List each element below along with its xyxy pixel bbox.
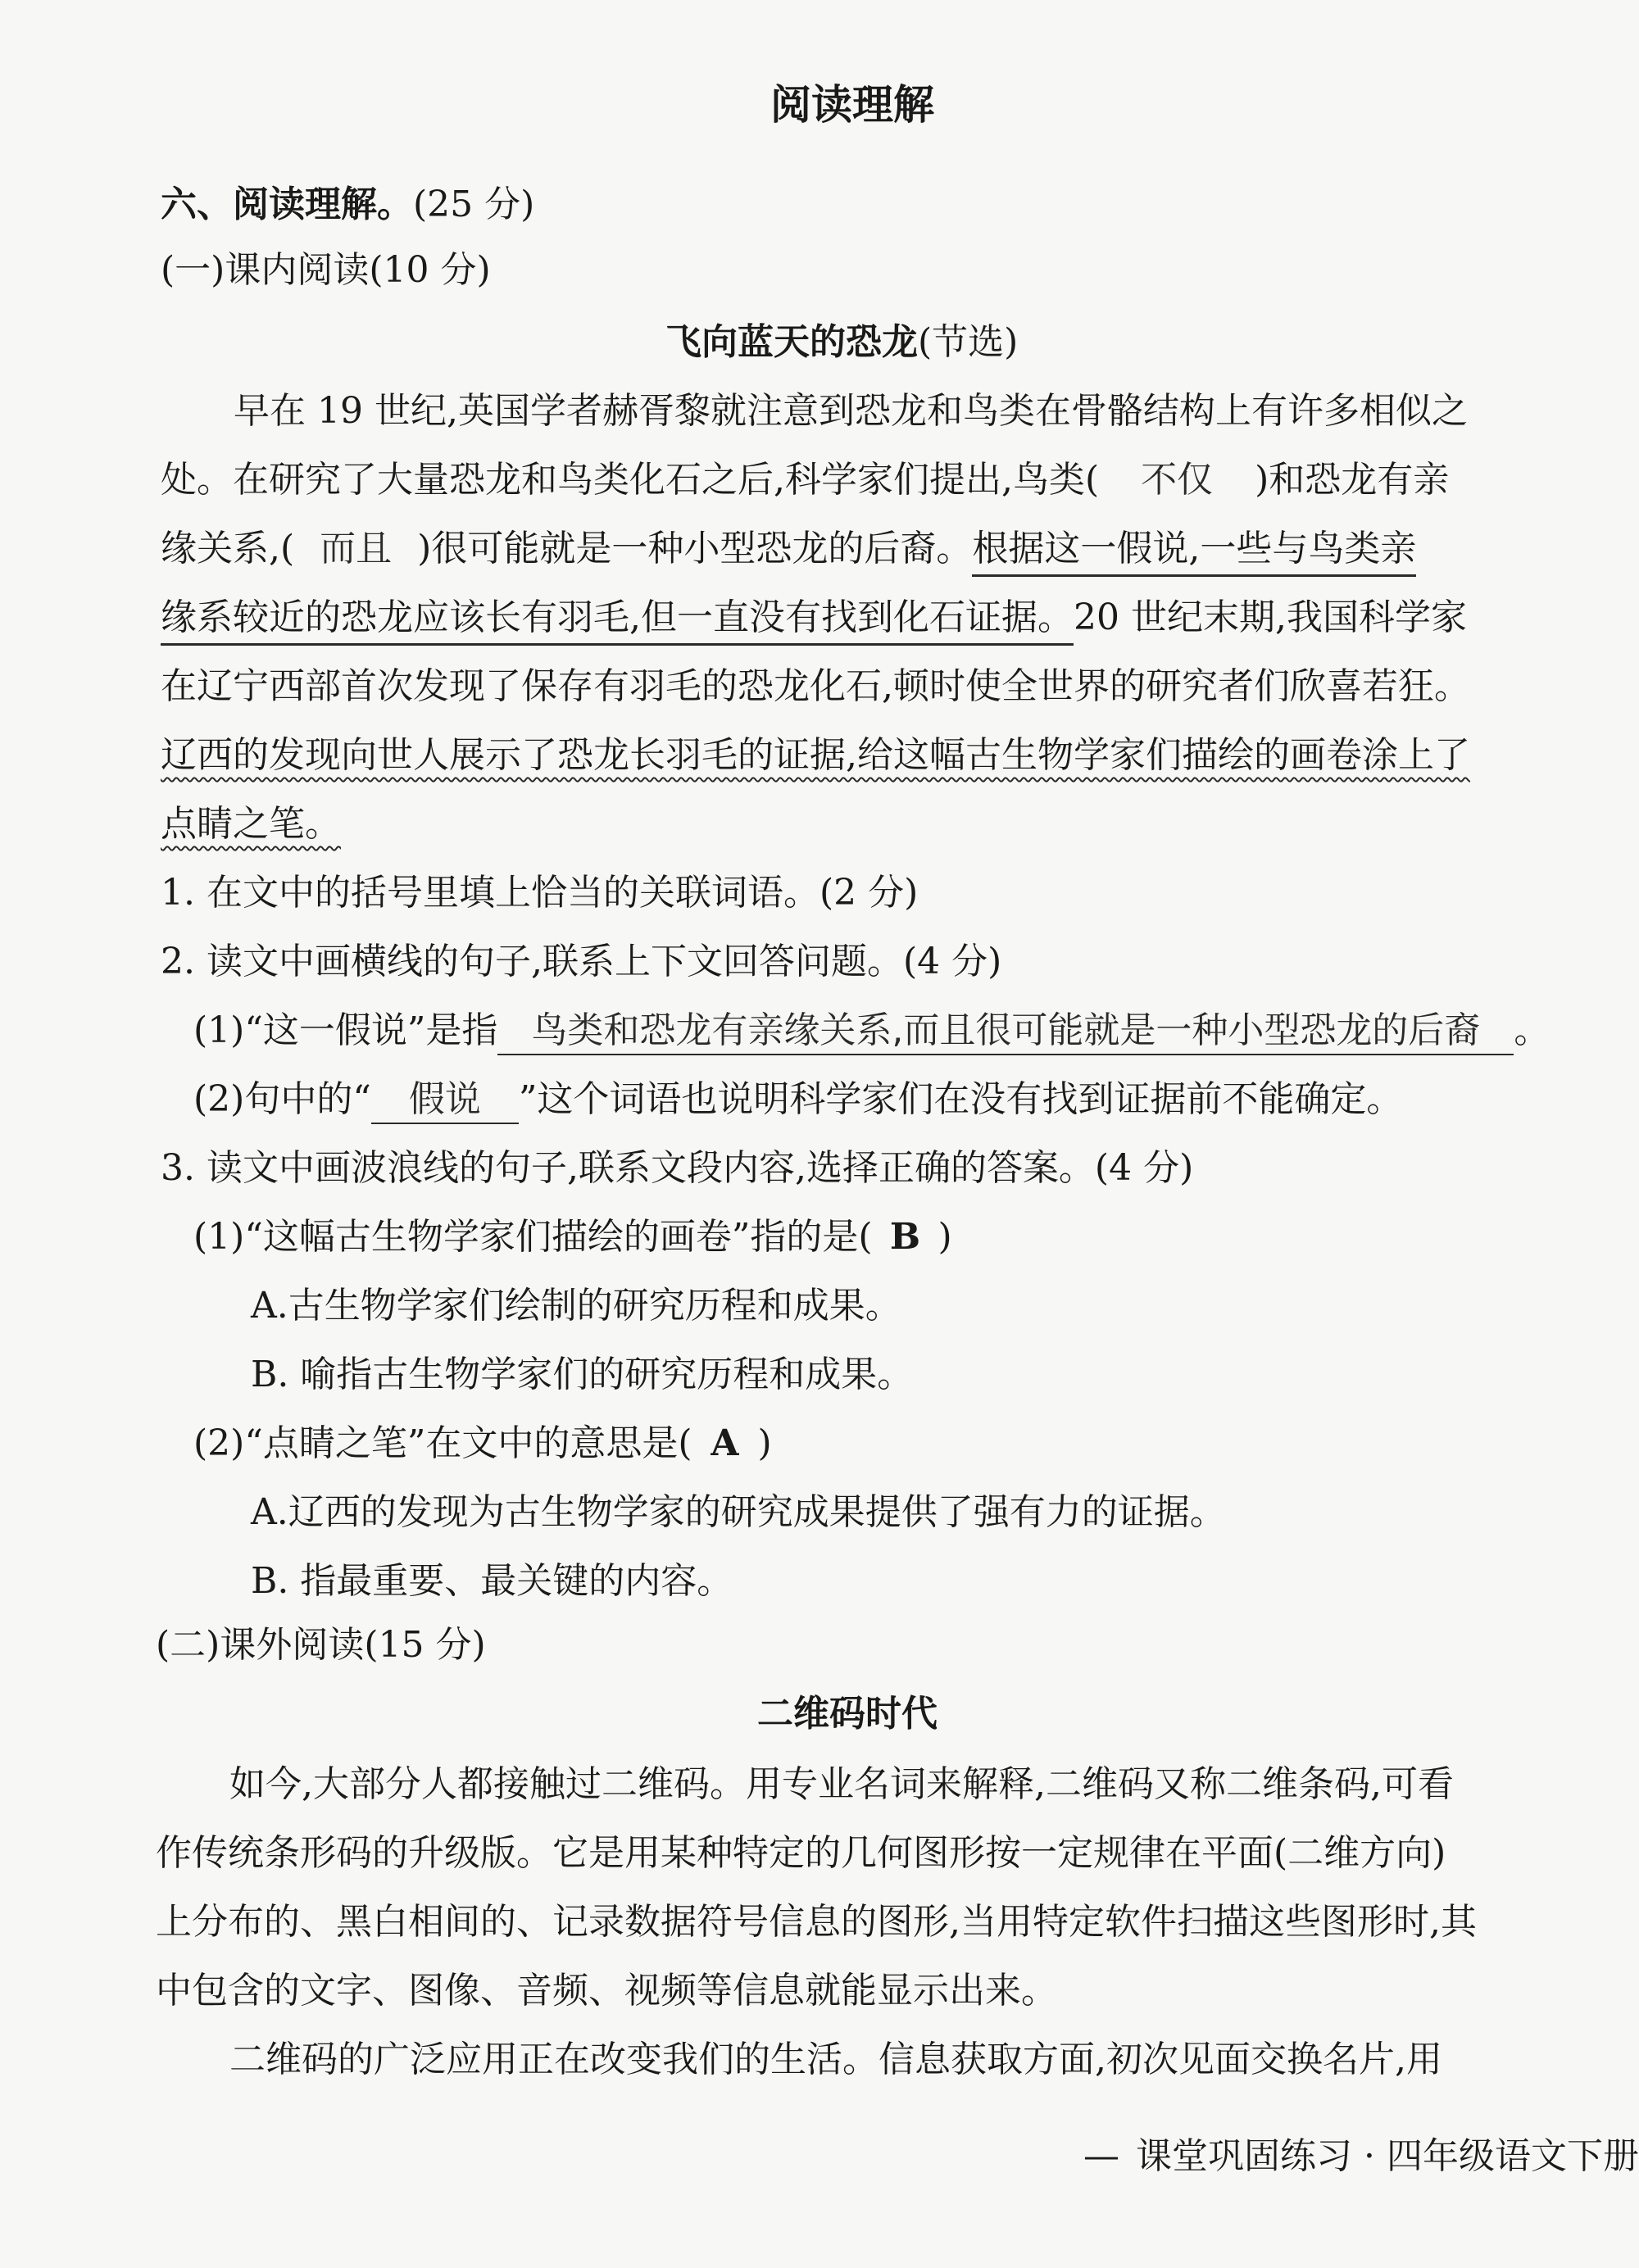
- passage1-line-2b: )和恐龙有亲: [1255, 459, 1450, 501]
- section-heading: [161, 182, 534, 228]
- answer-3-2: A: [711, 1422, 739, 1464]
- question-3-2-close: ): [757, 1422, 772, 1464]
- passage1-line-3b: )很可能就是一种小型恐龙的后裔。: [417, 528, 973, 569]
- passage1-line-2a: 处。在研究了大量恐龙和鸟类化石之后,科学家们提出,鸟类(: [161, 459, 1100, 501]
- passage1-line-4b: 20 世纪末期,我国科学家: [1073, 596, 1467, 638]
- passage1-line-5: 在辽宁西部首次发现了保存有羽毛的恐龙化石,顿时使全世界的研究者们欣喜若狂。: [161, 665, 1470, 707]
- passage2-line-5: 二维码的广泛应用正在改变我们的生活。信息获取方面,初次见面交换名片,用: [229, 2039, 1442, 2080]
- page-title: 阅读理解: [770, 81, 934, 129]
- passage1-line-3: [161, 526, 1416, 572]
- blank-answer-2: 而且: [320, 528, 393, 569]
- question-2-2-suffix: ”这个词语也说明科学家们在没有找到证据前不能确定。: [518, 1078, 1403, 1120]
- answer-3-1: B: [889, 1216, 921, 1258]
- passage1-line-2: [161, 457, 1449, 503]
- passage1-line-7: [161, 801, 341, 847]
- passage2-line-4: 中包含的文字、图像、音频、视频等信息就能显示出来。: [156, 1970, 1057, 2012]
- question-3-1-close: ): [938, 1216, 952, 1258]
- question-1: 1. 在文中的括号里填上恰当的关联词语。(2 分): [161, 872, 919, 914]
- part1-heading: (一)课内阅读(10 分): [161, 249, 491, 291]
- section-heading-label: 六、阅读理解。: [161, 184, 413, 225]
- part1-passage-title: [665, 320, 1018, 365]
- passage1-line-6: [161, 733, 1470, 778]
- answer-2-1: 鸟类和恐龙有亲缘关系,而且很可能就是一种小型恐龙的后裔: [497, 1008, 1514, 1055]
- footer-dash: —: [1083, 2135, 1120, 2177]
- blank-answer-1: 不仅: [1141, 459, 1214, 501]
- underlined-sentence-part1: 根据这一假说,一些与鸟类亲: [972, 528, 1416, 577]
- question-3-1: [193, 1214, 952, 1260]
- question-2: 2. 读文中画横线的句子,联系上下文回答问题。(4 分): [161, 941, 1002, 982]
- passage1-line-1: 早在 19 世纪,英国学者赫胥黎就注意到恐龙和鸟类在骨骼结构上有许多相似之: [234, 390, 1468, 432]
- passage1-line-4: [161, 595, 1467, 641]
- part2-passage-title: 二维码时代: [757, 1693, 938, 1735]
- question-3-1-text: (1)“这幅古生物学家们描绘的画卷”指的是(: [193, 1216, 873, 1258]
- passage1-line-3a: 缘关系,(: [161, 528, 295, 569]
- footer-text: 课堂巩固练习 · 四年级语文下册: [1136, 2135, 1639, 2177]
- wavy-sentence-part1: 辽西的发现向世人展示了恐龙长羽毛的证据,给这幅古生物学家们描绘的画卷涂上了: [161, 734, 1470, 776]
- question-3-2-text: (2)“点睛之笔”在文中的意思是(: [193, 1422, 692, 1464]
- passage2-line-3: 上分布的、黑白相间的、记录数据符号信息的图形,当用特定软件扫描这些图形时,其: [156, 1901, 1477, 1943]
- question-3: 3. 读文中画波浪线的句子,联系文段内容,选择正确的答案。(4 分): [161, 1147, 1194, 1189]
- question-2-1-suffix: 。: [1514, 1009, 1550, 1051]
- option-3-2-a: A.辽西的发现为古生物学家的研究成果提供了强有力的证据。: [251, 1491, 1226, 1533]
- question-3-2: [193, 1421, 772, 1467]
- part1-passage-title-text: 飞向蓝天的恐龙: [665, 321, 918, 363]
- wavy-sentence-part2: 点睛之笔。: [161, 803, 341, 845]
- underlined-sentence-part2: 缘系较近的恐龙应该长有羽毛,但一直没有找到化石证据。: [161, 596, 1074, 646]
- option-3-1-b: B. 喻指古生物学家们的研究历程和成果。: [251, 1354, 914, 1395]
- part2-heading: (二)课外阅读(15 分): [156, 1624, 486, 1666]
- passage2-line-2: 作传统条形码的升级版。它是用某种特定的几何图形按一定规律在平面(二维方向): [156, 1832, 1446, 1874]
- passage2-line-1: 如今,大部分人都接触过二维码。用专业名词来解释,二维码又称二维条码,可看: [229, 1763, 1454, 1805]
- footer: [1083, 2126, 1639, 2179]
- question-2-1-prefix: (1)“这一假说”是指: [193, 1009, 498, 1051]
- option-3-2-b: B. 指最重要、最关键的内容。: [251, 1560, 733, 1602]
- answer-2-2: 假说: [371, 1077, 519, 1124]
- question-2-1: [193, 1008, 1550, 1055]
- question-2-2-prefix: (2)句中的“: [193, 1078, 371, 1120]
- option-3-1-a: A.古生物学家们绘制的研究历程和成果。: [251, 1285, 901, 1327]
- section-heading-score: (25 分): [413, 184, 535, 225]
- question-2-2: [193, 1077, 1402, 1124]
- part1-passage-title-suffix: (节选): [918, 321, 1019, 363]
